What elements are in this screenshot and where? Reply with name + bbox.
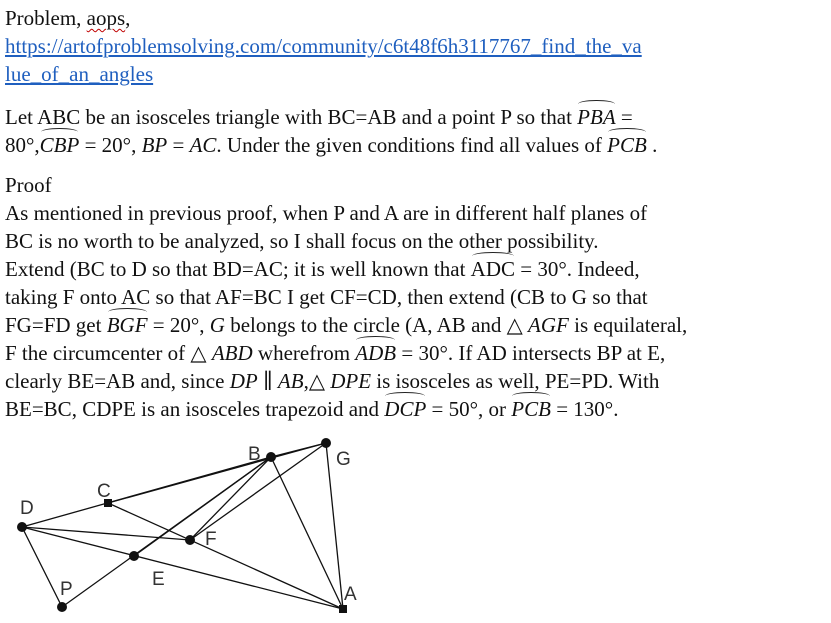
label-f: F <box>205 529 217 550</box>
problem-source-line <box>5 4 827 32</box>
text: = 30°. Indeed, <box>515 257 640 281</box>
source-link-line-1[interactable]: https://artofproblemsolving.com/community/c6t48f6h3117767_find_the_va <box>5 34 642 58</box>
label-d: D <box>20 498 34 519</box>
point-g: G <box>209 313 225 337</box>
text: = 20°, <box>79 133 142 157</box>
segment-dp: DP <box>229 369 258 393</box>
proof-line-1: As mentioned in previous proof, when P and A are in different half planes of <box>5 201 648 225</box>
text: . <box>646 133 658 157</box>
text: = 50°, or <box>426 397 512 421</box>
angle-pcb: PCB <box>607 133 647 157</box>
label-b: B <box>248 444 261 465</box>
text: = <box>167 133 190 157</box>
text: Extend (BC to D so that BD=AC; it is well known that <box>5 257 471 281</box>
label-a: A <box>344 584 357 605</box>
segment-cg <box>108 443 326 503</box>
label-e: E <box>152 569 165 590</box>
geometry-figure <box>0 430 380 618</box>
source-link-line-2[interactable]: lue_of_an_angles <box>5 62 154 86</box>
segment-ca <box>108 503 343 609</box>
angle-cbp: CBP <box>39 133 80 157</box>
angle-adc: ADC <box>470 257 516 281</box>
text: = 130°. <box>550 397 619 421</box>
label-c: C <box>97 481 111 502</box>
text: = 30°. If AD intersects BP at E, <box>396 341 666 365</box>
text: = 20°, <box>147 313 210 337</box>
text: Let ABC be an isosceles triangle with BC=AB and a point P so that <box>5 105 578 129</box>
segment-ac: AC <box>189 133 217 157</box>
text: 80°, <box>5 133 40 157</box>
proof-line-6 <box>5 339 827 367</box>
text: . Under the given conditions find all values of <box>216 133 608 157</box>
point-e <box>129 551 139 561</box>
text: FG=FD get <box>5 313 107 337</box>
triangle-agf: AGF <box>528 313 569 337</box>
text: = <box>615 105 633 129</box>
text: ,△ <box>303 369 331 393</box>
angle-pcb-result: PCB <box>511 397 551 421</box>
text: is isosceles as well, PE=PD. With <box>371 369 660 393</box>
segment-eb <box>134 457 271 556</box>
source-suffix: , <box>125 6 131 30</box>
problem-line-1 <box>5 103 827 131</box>
angle-pba: PBA <box>577 105 616 129</box>
point-p <box>57 602 67 612</box>
proof-line-8 <box>5 395 827 423</box>
text: BE=BC, CDPE is an isosceles trapezoid and <box>5 397 385 421</box>
point-g <box>321 438 331 448</box>
document-page <box>5 4 827 423</box>
segment-ba <box>271 457 343 609</box>
point-d <box>17 522 27 532</box>
text: belongs to the circle (A, AB and △ <box>224 313 529 337</box>
triangle-dpe: DPE <box>330 369 372 393</box>
segment-ab: AB <box>277 369 304 393</box>
segment-dp <box>22 527 62 607</box>
point-b <box>266 452 276 462</box>
proof-line-4: taking F onto AC so that AF=BC I get CF=CD, then extend (CB to G so that <box>5 285 648 309</box>
text: is equilateral, <box>568 313 688 337</box>
angle-bgf: BGF <box>106 313 148 337</box>
parallel-symbol: ∥ <box>257 369 278 393</box>
angle-adb: ADB <box>355 341 397 365</box>
text: wherefrom <box>252 341 356 365</box>
proof-line-7 <box>5 367 827 395</box>
problem-line-2 <box>5 131 827 159</box>
geometry-diagram <box>0 430 380 618</box>
angle-dcp: DCP <box>384 397 427 421</box>
segment-bp: BP <box>141 133 168 157</box>
proof-heading: Proof <box>5 173 52 197</box>
figure-labels <box>20 444 357 605</box>
text: clearly BE=AB and, since <box>5 369 230 393</box>
point-f <box>185 535 195 545</box>
source-prefix: Problem, <box>5 6 87 30</box>
proof-line-2: BC is no worth to be analyzed, so I shall focus on the other possibility. <box>5 229 599 253</box>
proof-line-5 <box>5 311 827 339</box>
point-a <box>339 605 347 613</box>
proof-line-3 <box>5 255 827 283</box>
label-p: P <box>60 579 73 600</box>
triangle-abd: ABD <box>211 341 253 365</box>
text: F the circumcenter of △ <box>5 341 212 365</box>
label-g: G <box>336 449 351 470</box>
source-name: aops <box>86 6 126 30</box>
